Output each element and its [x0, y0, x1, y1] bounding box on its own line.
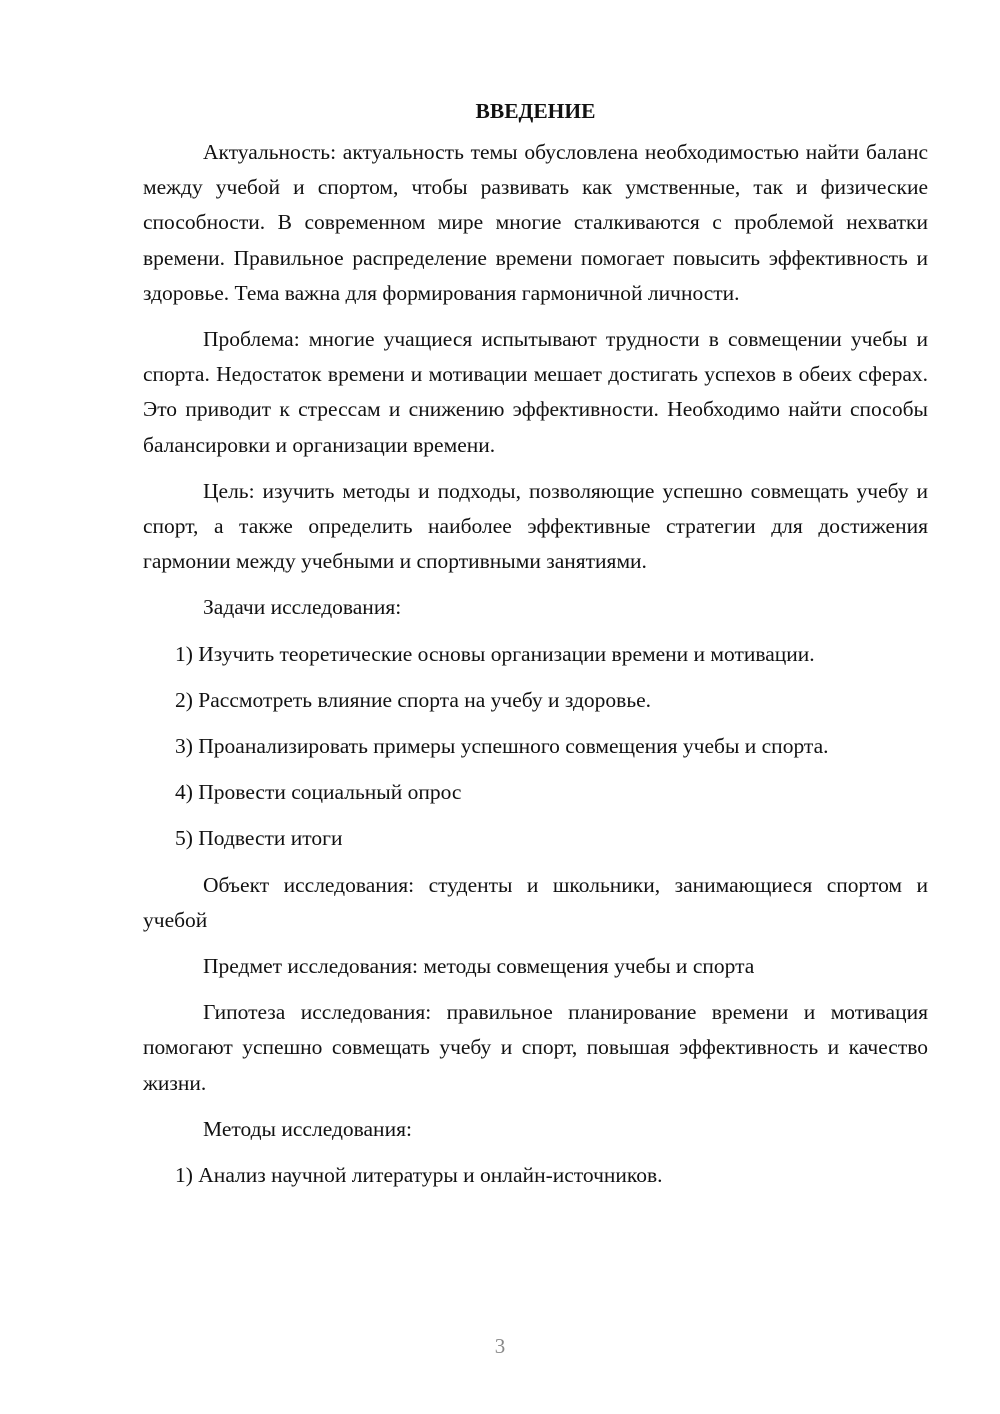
paragraph-goal: Цель: изучить методы и подходы, позволяющие успешно совмещать учебу и спорт, а также определить наиболее эффективные стратегии для достижения гармонии между учебными и спортивными занятиями. — [143, 478, 928, 574]
tasks-heading: Задачи исследования: — [203, 595, 402, 620]
methods-heading: Методы исследования: — [203, 1116, 412, 1141]
paragraph-hypothesis: Гипотеза исследования: правильное планирование времени и мотивация помогают успешно совмещать учебу и спорт, повышая эффективность и качество жизни. — [143, 1000, 928, 1095]
task-item: 3) Проанализировать примеры успешного совмещения учебы и спорта. — [175, 734, 829, 759]
paragraph-problem: Проблема: многие учащиеся испытывают трудности в совмещении учебы и спорта. Недостаток времени и мотивации мешает достигать успехов в обеих сферах. Это приводит к стрессам и снижению эффективности. Необходимо найти способы балансировки и организации времени. — [143, 327, 928, 457]
task-item: 1) Изучить теоретические основы организации времени и мотивации. — [175, 641, 815, 666]
paragraph-subject: Предмет исследования: методы совмещения учебы и спорта — [203, 954, 755, 979]
task-item: 4) Провести социальный опрос — [175, 780, 462, 805]
method-item: 1) Анализ научной литературы и онлайн-источников. — [175, 1163, 663, 1188]
page-number: 3 — [494, 1334, 506, 1358]
document-page — [143, 96, 928, 1204]
paragraph-relevance: Актуальность: актуальность темы обусловлена необходимостью найти баланс между учебой и спортом, чтобы развивать как умственные, так и физические способности. В современном мире многие сталкиваются с проблемой нехватки времени. Правильное распределение времени помогает повысить эффективность и здоровье. Тема важна для формирования гармоничной личности. — [143, 140, 928, 305]
task-item: 2) Рассмотреть влияние спорта на учебу и здоровье. — [175, 687, 652, 712]
task-item: 5) Подвести итоги — [175, 826, 343, 851]
page-title: ВВЕДЕНИЕ — [475, 99, 596, 123]
paragraph-object: Объект исследования: студенты и школьники, занимающиеся спортом и учебой — [143, 872, 928, 932]
